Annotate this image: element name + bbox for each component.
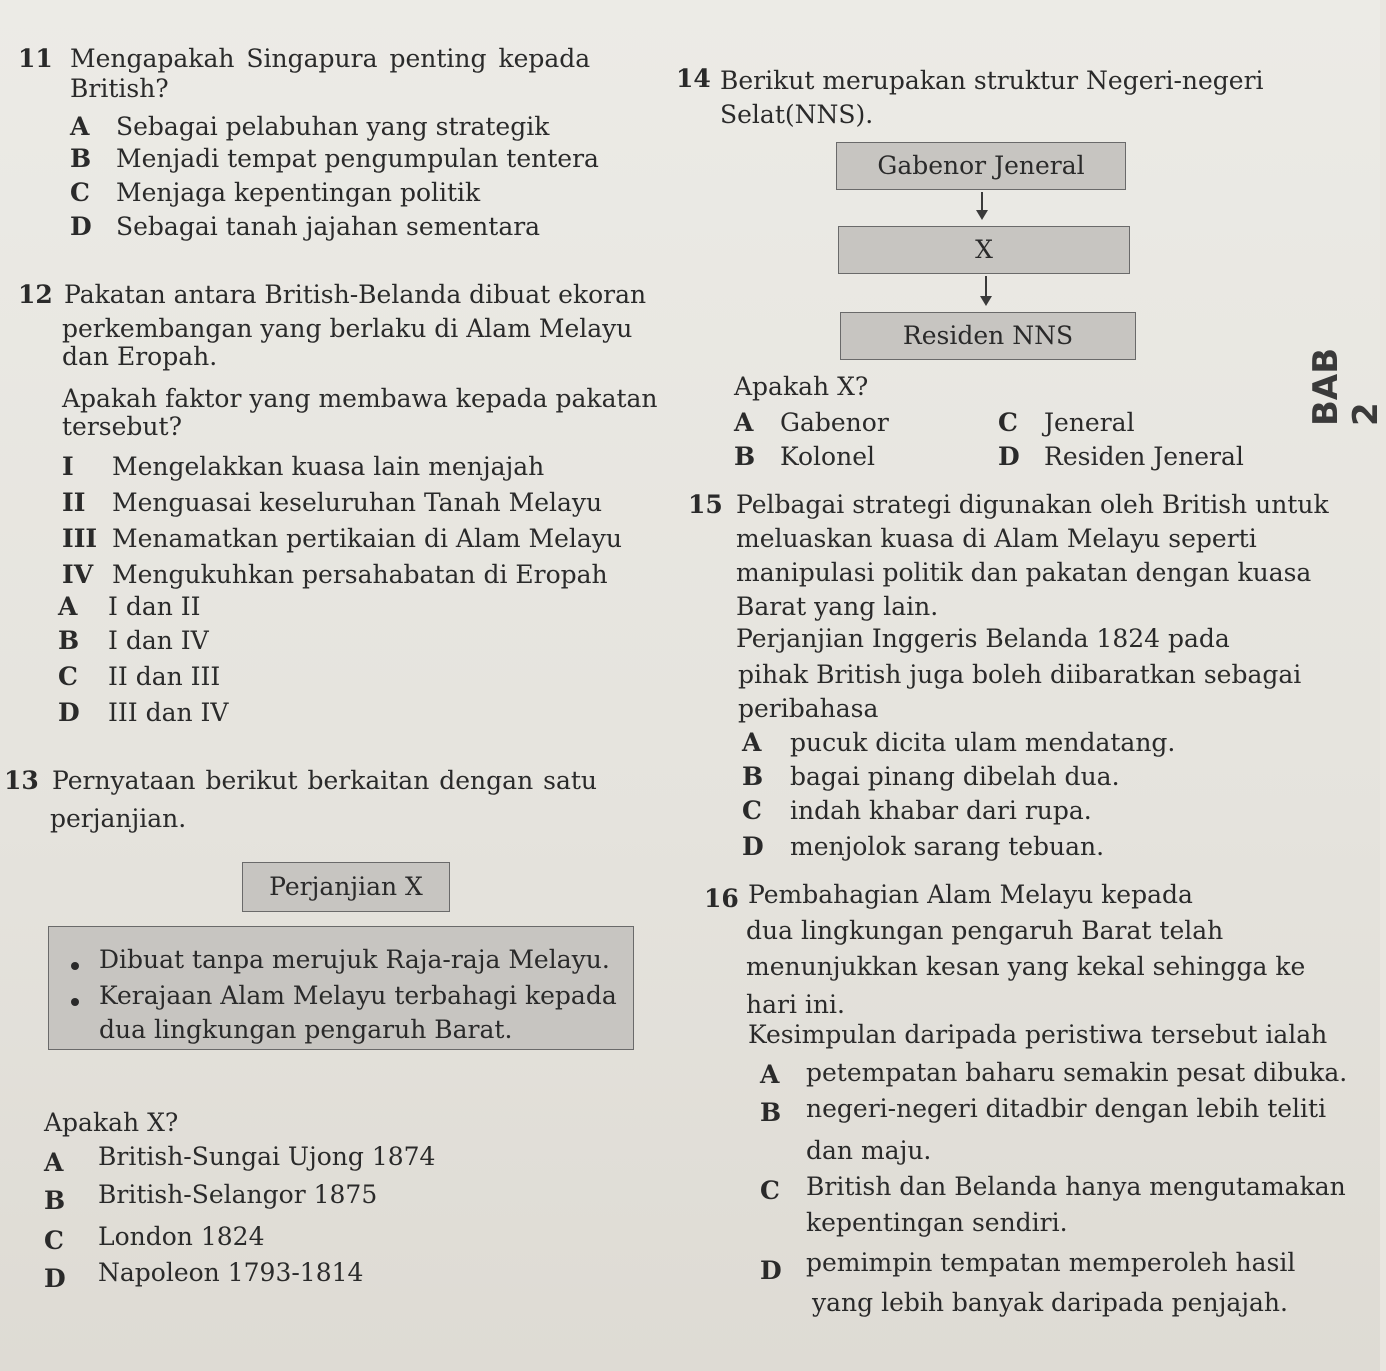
option-letter: A: [760, 1060, 780, 1089]
question-prompt: tersebut?: [62, 412, 182, 441]
option-text: I dan II: [108, 592, 201, 621]
option-letter: B: [734, 442, 756, 471]
option-text: Napoleon 1793-1814: [98, 1258, 364, 1287]
option-text: dan maju.: [806, 1136, 932, 1165]
statement-numeral: IV: [62, 560, 94, 589]
chart-box-label: X: [975, 235, 993, 264]
option-text: British dan Belanda hanya mengutamakan: [806, 1172, 1346, 1201]
question-stem: Barat yang lain.: [736, 592, 939, 621]
option-letter: D: [998, 442, 1020, 471]
option-text: British-Selangor 1875: [98, 1180, 378, 1209]
statement-text: Menamatkan pertikaian di Alam Melayu: [112, 524, 623, 553]
question-number: 12: [18, 280, 53, 309]
question-stem: Pelbagai strategi digunakan oleh British untuk: [736, 490, 1329, 519]
option-text: petempatan baharu semakin pesat dibuka.: [806, 1058, 1348, 1087]
option-text: negeri-negeri ditadbir dengan lebih teliti: [806, 1094, 1327, 1123]
option-letter: C: [44, 1226, 64, 1255]
question-number: 11: [18, 44, 53, 73]
question-stem: manipulasi politik dan pakatan dengan kuasa: [736, 558, 1312, 587]
statement-numeral: III: [62, 524, 98, 553]
option-letter: A: [70, 112, 90, 141]
treaty-title: Perjanjian X: [269, 872, 423, 901]
statement-numeral: I: [62, 452, 74, 481]
option-letter: B: [70, 144, 92, 173]
treaty-description-box: [48, 926, 634, 1050]
question-number: 14: [676, 64, 711, 93]
question-stem: perjanjian.: [50, 804, 187, 833]
arrow-down-icon: [980, 296, 992, 306]
chapter-side-tab: BAB 2: [1306, 347, 1386, 426]
bullet-text: Dibuat tanpa merujuk Raja-raja Melayu.: [99, 945, 610, 974]
question-stem: British?: [70, 74, 169, 103]
option-letter: C: [742, 796, 762, 825]
question-stem: dua lingkungan pengaruh Barat telah: [746, 916, 1224, 945]
question-stem: Perjanjian Inggeris Belanda 1824 pada: [736, 624, 1230, 653]
question-stem: Mengapakah Singapura penting kepada: [70, 44, 591, 73]
option-text: Kolonel: [780, 442, 875, 471]
question-stem: dan Eropah.: [62, 342, 218, 371]
question-stem: Pakatan antara British-Belanda dibuat ekoran: [64, 280, 647, 309]
option-text: Sebagai tanah jajahan sementara: [116, 212, 541, 241]
option-text: bagai pinang dibelah dua.: [790, 762, 1120, 791]
option-text: Residen Jeneral: [1044, 442, 1244, 471]
question-stem: Pernyataan berikut berkaitan dengan satu: [52, 766, 597, 795]
question-stem: menunjukkan kesan yang kekal sehingga ke: [746, 952, 1306, 981]
option-text: yang lebih banyak daripada penjajah.: [812, 1288, 1288, 1317]
question-number: 16: [704, 884, 739, 913]
question-prompt: Apakah faktor yang membawa kepada pakatan: [62, 384, 658, 413]
chart-box-label: Gabenor Jeneral: [877, 151, 1085, 180]
treaty-title-box: [242, 862, 450, 912]
option-letter: D: [70, 212, 92, 241]
chart-box-label: Residen NNS: [902, 321, 1074, 350]
option-letter: B: [760, 1098, 782, 1127]
option-text: I dan IV: [108, 626, 209, 655]
chart-box-residen-nns: [840, 312, 1136, 360]
option-letter: C: [998, 408, 1018, 437]
option-letter: A: [734, 408, 754, 437]
option-letter: B: [44, 1186, 66, 1215]
option-text: Sebagai pelabuhan yang strategik: [116, 112, 550, 141]
question-stem: perkembangan yang berlaku di Alam Melayu: [62, 314, 633, 343]
option-text: London 1824: [98, 1222, 265, 1251]
question-prompt: Apakah X?: [734, 372, 869, 401]
bullet-text: Kerajaan Alam Melayu terbahagi kepada: [99, 981, 617, 1010]
question-stem: Selat(NNS).: [720, 100, 874, 129]
question-number: 13: [4, 766, 39, 795]
statement-text: Mengelakkan kuasa lain menjajah: [112, 452, 545, 481]
chart-box-gabenor-jeneral: [836, 142, 1126, 190]
bullet-icon: [71, 962, 79, 970]
option-letter: A: [44, 1148, 64, 1177]
question-stem: peribahasa: [738, 694, 879, 723]
option-text: kepentingan sendiri.: [806, 1208, 1068, 1237]
statement-numeral: II: [62, 488, 86, 517]
question-number: 15: [688, 490, 723, 519]
option-text: III dan IV: [108, 698, 229, 727]
option-letter: C: [70, 178, 90, 207]
option-text: Menjaga kepentingan politik: [116, 178, 481, 207]
option-letter: A: [58, 592, 78, 621]
option-text: British-Sungai Ujong 1874: [98, 1142, 436, 1171]
question-stem: Berikut merupakan struktur Negeri-negeri: [720, 66, 1264, 95]
chart-arrow: [985, 276, 987, 298]
option-text: II dan III: [108, 662, 221, 691]
arrow-down-icon: [976, 210, 988, 220]
question-stem: Pembahagian Alam Melayu kepada: [748, 880, 1193, 909]
question-stem: meluaskan kuasa di Alam Melayu seperti: [736, 524, 1257, 553]
option-text: Gabenor: [780, 408, 889, 437]
chart-box-x: [838, 226, 1130, 274]
option-letter: D: [58, 698, 80, 727]
option-letter: B: [58, 626, 80, 655]
option-letter: D: [44, 1264, 66, 1293]
option-letter: D: [742, 832, 764, 861]
chart-arrow: [981, 192, 983, 212]
question-prompt: Kesimpulan daripada peristiwa tersebut ialah: [748, 1020, 1328, 1049]
question-prompt: Apakah X?: [44, 1108, 179, 1137]
option-letter: B: [742, 762, 764, 791]
statement-text: Mengukuhkan persahabatan di Eropah: [112, 560, 608, 589]
bullet-text: dua lingkungan pengaruh Barat.: [99, 1015, 513, 1044]
question-stem: pihak British juga boleh diibaratkan sebagai: [738, 660, 1302, 689]
option-letter: C: [760, 1176, 780, 1205]
bullet-icon: [71, 998, 79, 1006]
option-letter: C: [58, 662, 78, 691]
option-text: menjolok sarang tebuan.: [790, 832, 1105, 861]
option-letter: A: [742, 728, 762, 757]
question-stem: hari ini.: [746, 990, 845, 1019]
option-text: indah khabar dari rupa.: [790, 796, 1092, 825]
option-letter: D: [760, 1256, 782, 1285]
option-text: pucuk dicita ulam mendatang.: [790, 728, 1176, 757]
option-text: pemimpin tempatan memperoleh hasil: [806, 1248, 1296, 1277]
option-text: Jeneral: [1044, 408, 1135, 437]
statement-text: Menguasai keseluruhan Tanah Melayu: [112, 488, 603, 517]
option-text: Menjadi tempat pengumpulan tentera: [116, 144, 599, 173]
